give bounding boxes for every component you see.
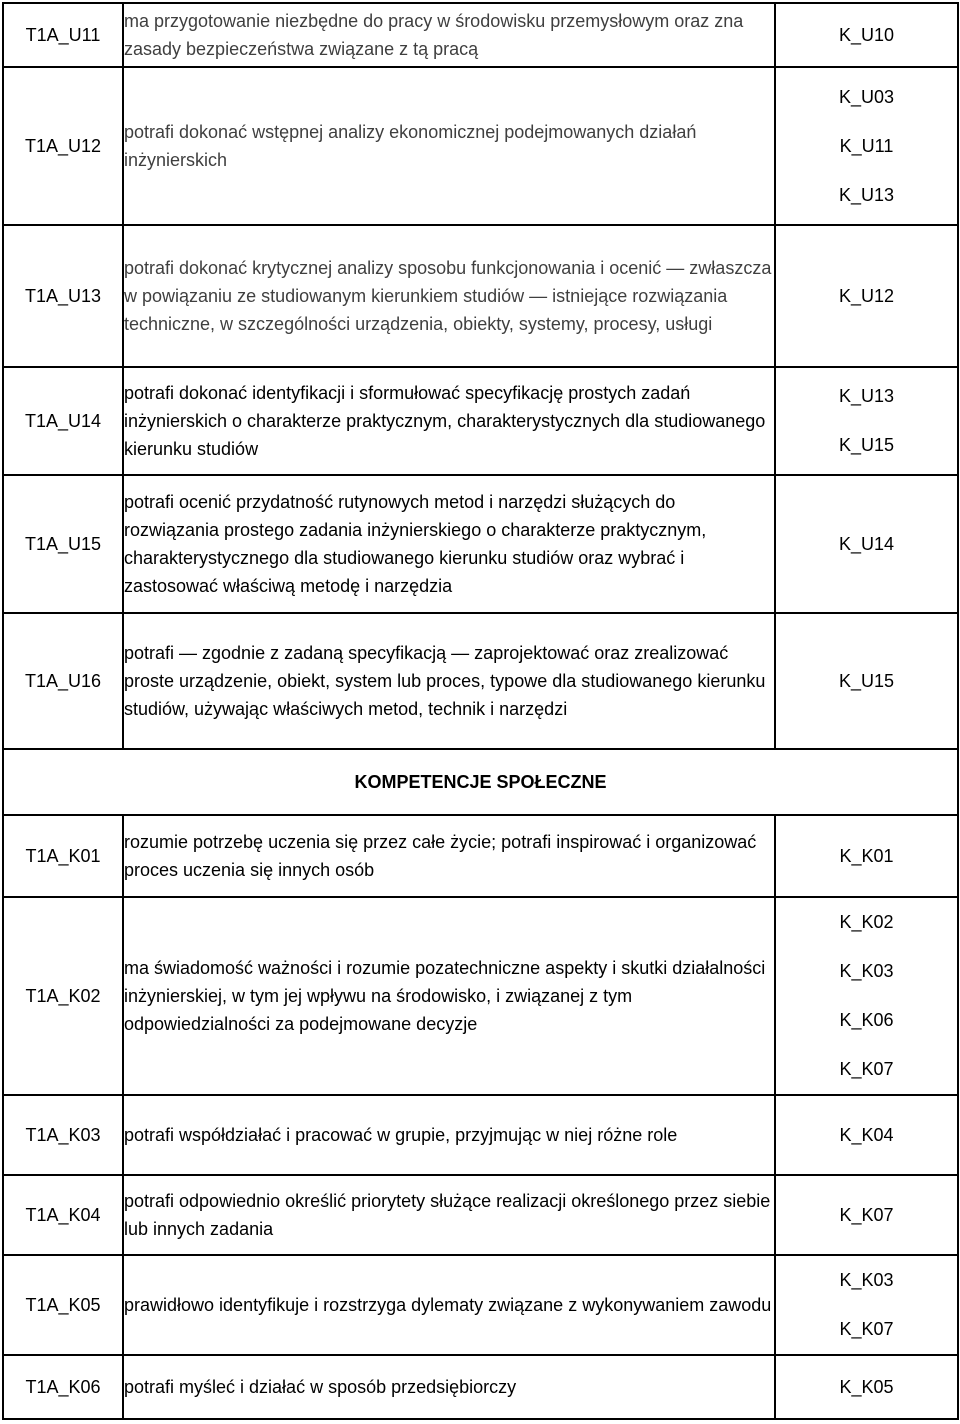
outcome-description: potrafi współdziałać i pracować w grupie, przyjmując w niej różne role [123,1095,775,1175]
table-row [3,225,958,367]
table-row [3,1355,958,1419]
outcome-description: rozumie potrzebę uczenia się przez całe życie; potrafi inspirować i organizować proces uczenia się innych osób [123,815,775,897]
table-row [3,3,958,67]
area-code: T1A_U11 [3,3,123,67]
area-code: T1A_U15 [3,475,123,613]
learning-outcomes-table [2,2,959,1420]
area-code: T1A_U14 [3,367,123,475]
reference-codes [775,3,958,67]
reference-codes [775,815,958,897]
table-row [3,1175,958,1255]
outcome-description: potrafi dokonać identyfikacji i sformułować specyfikację prostych zadań inżynierskich o charakterze praktycznym, charakterystycznych dla studiowanego kierunku studiów [123,367,775,475]
table-row [3,613,958,749]
outcome-description: ma przygotowanie niezbędne do pracy w środowisku przemysłowym oraz zna zasady bezpieczeństwa związane z tą pracą [123,3,775,67]
area-code: T1A_U13 [3,225,123,367]
reference-codes [775,1255,958,1355]
reference-codes [775,897,958,1095]
reference-code: K_K07 [839,1204,894,1225]
reference-code: K_K07 [839,1059,894,1079]
reference-code: K_K06 [839,1010,894,1030]
area-code: T1A_K02 [3,897,123,1095]
outcome-description: potrafi dokonać wstępnej analizy ekonomicznej podejmowanych działań inżynierskich [123,67,775,225]
outcome-description: potrafi odpowiednio określić priorytety służące realizacji określonego przez siebie lub innych zadania [123,1175,775,1255]
reference-code: K_U15 [838,435,895,455]
reference-codes [775,1355,958,1419]
area-code: T1A_K04 [3,1175,123,1255]
outcome-description: potrafi — zgodnie z zadaną specyfikacją — zaprojektować oraz zrealizować proste urządzenie, obiekt, system lub proces, typowe dla studiowanego kierunku studiów, używając właściwych metod, technik i narzędzi [123,613,775,749]
table-row [3,67,958,225]
outcome-description: prawidłowo identyfikuje i rozstrzyga dylematy związane z wykonywaniem zawodu [123,1255,775,1355]
table-row [3,1095,958,1175]
outcome-description: potrafi dokonać krytycznej analizy sposobu funkcjonowania i ocenić — zwłaszcza w powiązaniu ze studiowanym kierunkiem studiów — istniejące rozwiązania techniczne, w szczególności urządzenia, obiekty, systemy, procesy, usługi [123,225,775,367]
reference-code: K_U13 [838,184,895,205]
section-header-row [3,749,958,815]
area-code: T1A_U12 [3,67,123,225]
area-code: T1A_K06 [3,1355,123,1419]
area-code: T1A_K03 [3,1095,123,1175]
table-row [3,475,958,613]
outcome-description: potrafi ocenić przydatność rutynowych metod i narzędzi służących do rozwiązania prostego zadania inżynierskiego o charakterze praktycznym, charakterystycznego dla studiowanego kierunku studiów oraz wybrać i zastosować właściwą metodę i narzędzia [123,475,775,613]
table-row [3,1255,958,1355]
area-code: T1A_U16 [3,613,123,749]
reference-code: K_U15 [838,670,895,691]
table-row [3,367,958,475]
reference-code: K_K05 [839,1376,894,1397]
reference-code: K_K03 [839,1270,894,1290]
reference-code: K_U14 [838,533,895,554]
reference-codes [775,1175,958,1255]
reference-code: K_U03 [838,86,895,107]
reference-code: K_K02 [839,912,894,932]
reference-code: K_K07 [839,1319,894,1339]
reference-codes [775,1095,958,1175]
outcomes-body [3,3,958,1419]
area-code: T1A_K05 [3,1255,123,1355]
table-row [3,815,958,897]
reference-code: K_U13 [838,386,895,406]
reference-codes [775,367,958,475]
outcome-description: ma świadomość ważności i rozumie pozatechniczne aspekty i skutki działalności inżynierskiej, w tym jej wpływu na środowisko, i związanej z tym odpowiedzialności za podejmowane decyzje [123,897,775,1095]
reference-code: K_U10 [838,24,895,45]
reference-code: K_K04 [839,1124,894,1145]
reference-codes [775,67,958,225]
table-row [3,897,958,1095]
reference-codes [775,225,958,367]
reference-codes [775,475,958,613]
reference-codes [775,613,958,749]
reference-code: K_K01 [839,845,894,866]
section-title: KOMPETENCJE SPOŁECZNE [3,749,958,815]
reference-code: K_U11 [839,135,894,156]
area-code: T1A_K01 [3,815,123,897]
reference-code: K_K03 [839,961,894,981]
reference-code: K_U12 [838,285,895,306]
outcome-description: potrafi myśleć i działać w sposób przedsiębiorczy [123,1355,775,1419]
